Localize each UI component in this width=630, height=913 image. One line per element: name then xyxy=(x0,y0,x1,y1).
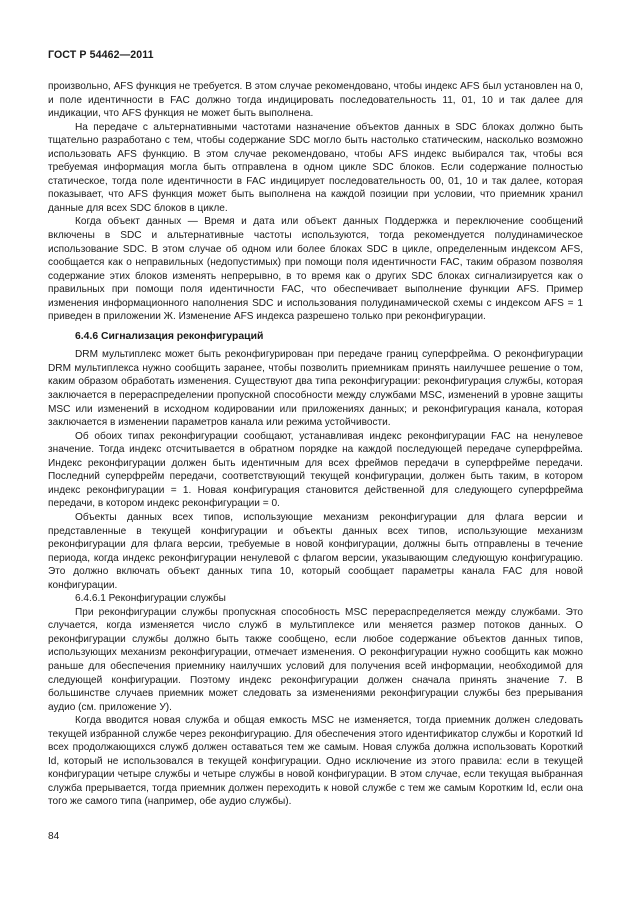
paragraph: произвольно, AFS функция не требуется. В этом случае рекомендовано, чтобы индекс AFS был установлен на 0, и поле идентичности в FAC должно тогда индицировать последовательность 11, 01, 10 и так далее для индикации, что AFS функция не может быть выполнена. xyxy=(48,81,583,120)
paragraph: При реконфигурации службы пропускная способность MSC перераспределяется между службами. Это случается, когда изменяется число служб в мультиплексе или меняется размер потоков данных. О реконфигурации службы должно быть также сообщено, если любое содержание объектов данных типов, использующих механизм реконфигурации, отмечает изменения. О реконфигурации нужно сообщить как можно раньше для обеспечения приемнику наилучших условий для получения всей информации, необходимой для следующей конфигурации. Поэтому индекс реконфигурации должен сначала принять значение 7. В большинстве случаев приемник может следовать за изменениями реконфигурации службы без прерывания аудио (см. приложение У). xyxy=(48,606,583,713)
page-number: 84 xyxy=(48,831,60,842)
document-page xyxy=(48,48,583,809)
paragraph: Объекты данных всех типов, использующие механизм реконфигурации для флага версии и представленные в текущей конфигурации и объекты данных всех типов, использующие механизм реконфигурации для флага версии, требуемые в новой конфигурации, должны быть отправлены в течение периода, когда индекс реконфигурации ненулевой с флагом версии, указывающим следующую конфигурацию. Это должно включать объект данных типа 10, который сообщает параметры канала FAC для новой конфигурации. xyxy=(48,511,583,591)
paragraph: Об обоих типах реконфигурации сообщают, устанавливая индекс реконфигурации FAC на ненулевое значение. Тогда индекс отсчитывается в обратном порядке на каждой последующей передаче суперфрейма. Индекс реконфигурации должен быть идентичным для всех фреймов передачи в суперфрейме передачи. Последний суперфрейм передачи, соответствующий текущей конфигурации, должен быть таким, в котором индекс реконфигурации = 1. Новая конфигурация становится действенной для следующего суперфрейма передачи, в котором индекс реконфигурации = 0. xyxy=(48,430,583,510)
document-body xyxy=(48,80,583,809)
paragraph: На передаче с альтернативными частотами назначение объектов данных в SDC блоках должно быть тщательно разработано с тем, чтобы содержание SDC могло быть настолько статическим, насколько возможно использовать AFS функцию. В этом случае рекомендовано, чтобы AFS индекс выбирался так, чтобы вся требуемая информация могла быть отправлена в одном цикле SDC блоков. Если содержание полностью статическое, тогда поле идентичности в FAC индицирует последовательность 00, 01, 10 и так далее, которая показывает, что AFS функция может быть выполнена на каждой позиции при условии, что приемник хранил данные для всех SDC блоков в цикле. xyxy=(48,121,583,214)
paragraph: DRM мультиплекс может быть реконфигурирован при передаче границ суперфрейма. О реконфигурации DRM мультиплекса нужно сообщить заранее, чтобы позволить приемникам принять наилучшее решение о том, каким образом обработать изменения. Существуют два типа реконфигурации: реконфигурация службы, которая заключается в перераспределении пропускной способности между службами MSC, изменений в уровне защиты MSC или изменений в исходном кодировании или приложениях данных; и реконфигурация канала, которая заключается в изменении параметров канала или режима устойчивости. xyxy=(48,349,583,429)
paragraph: Когда вводится новая служба и общая емкость MSC не изменяется, тогда приемник должен следовать текущей избранной службе через реконфигурацию. Для обеспечения этого идентификатор службы и Короткий Id всех продолжающихся служб должен оставаться тем же самым. Новая служба должна использовать Короткий Id, который не использовался в текущей конфигурации. Одно исключение из этого правила: если в текущей конфигурации четыре службы и четыре службы в новой конфигурации. В этом случае, если текущая выбранная служба прерывается, тогда приемник должен переходить к новой службе с тем же самым Коротким Id, если она того же самого типа (например, обе аудио службы). xyxy=(48,715,583,808)
subsection-heading: 6.4.6.1 Реконфигурации службы xyxy=(75,593,226,605)
document-header: ГОСТ Р 54462—2011 xyxy=(48,49,154,61)
section-heading: 6.4.6 Сигнализация реконфигураций xyxy=(75,330,264,342)
paragraph: Когда объект данных — Время и дата или объект данных Поддержка и переключение сообщений включены в SDC и альтернативные частоты используются, тогда рекомендуется полудинамическое использование SDC. В этом случае об одном или более блоках SDC в цикле, определенным индексом AFS, сообщается как о неправильных (недопустимых) при помощи поля идентичности FAC, таким образом позволяя содержание этих блоков изменять непрерывно, в то время как о других SDC блоках сигнализируется как о правильных при помощи поля идентичности FAC, что обеспечивает выполнение функции AFS. Пример изменения информационного наполнения SDC и использования полудинамической схемы с индексом AFS = 1 приведен в приложении Ж. Изменение AFS индекса разрешено только при реконфигурации. xyxy=(48,216,583,323)
